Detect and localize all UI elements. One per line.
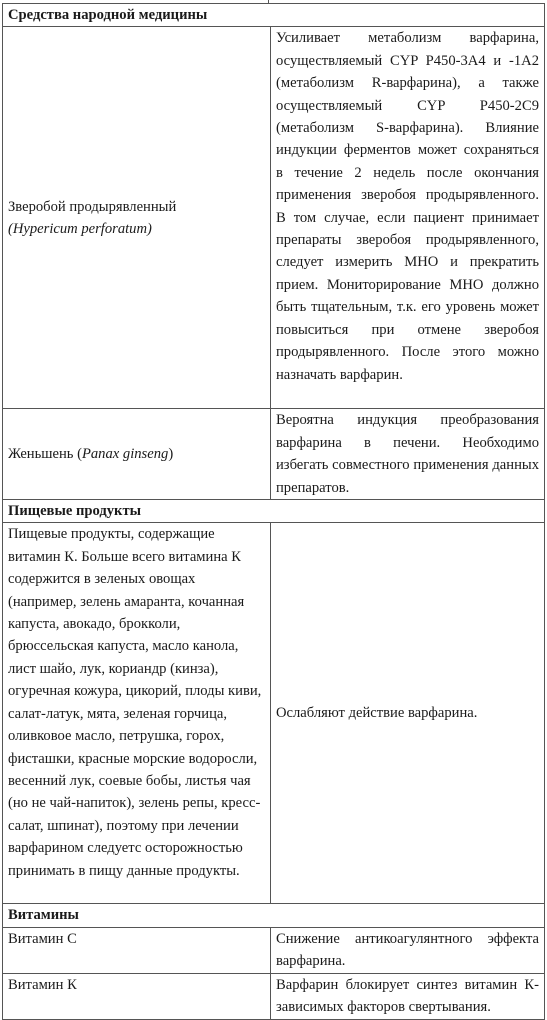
effect-cell: Снижение антикоагулянтного эффекта варфарина.: [271, 927, 545, 973]
table-row: [3, 409, 545, 500]
substance-cell: Витамин К: [3, 973, 271, 1019]
table-row: [3, 973, 545, 1019]
section-header: Пищевые продукты: [3, 500, 545, 523]
table-row: [3, 523, 545, 904]
effect-cell: Варфарин блокирует синтез витамин К-зависимых факторов свертывания.: [271, 973, 545, 1019]
section-row-food: [3, 500, 545, 523]
substance-name: Зверобой продырявленный: [8, 198, 177, 215]
substance-name: Женьшень (: [8, 446, 82, 463]
substance-latin-name: (Hypericum perforatum): [8, 220, 152, 237]
substance-cell: Витамин С: [3, 927, 271, 973]
table-row: [3, 27, 545, 409]
section-header: Средства народной медицины: [3, 4, 545, 27]
section-row-folk: [3, 4, 545, 27]
section-row-vitamins: [3, 904, 545, 927]
interaction-table: [2, 3, 545, 1020]
effect-cell: Усиливает метаболизм варфарина, осуществляемый CYP P450-3A4 и -1A2 (метаболизм R-варфарина), а также осуществляемый CYP P450-2C9 (метаболизм S-варфарина). Влияние индукции ферментов может сохраняться в течение 2 недель после окончания применения зверобоя продырявленного. В том случае, если пациент принимает препараты зверобоя продырявленного, следует измерить МНО и прекратить прием. Мониторирование МНО должно быть тщательным, т.к. его уровень может повыситься при отмене зверобоя продырявленного. После этого можно назначать варфарин.: [271, 27, 545, 409]
section-header: Витамины: [3, 904, 545, 927]
substance-latin-name: Panax ginseng: [81, 446, 169, 463]
effect-cell: Вероятна индукция преобразования варфарина в печени. Необходимо избегать совместного применения данных препаратов.: [271, 409, 545, 500]
substance-cell: Пищевые продукты, содержащие витамин К. Больше всего витамина К содержится в зеленых овощах (например, зелень амаранта, кочанная капуста, авокадо, брокколи, брюссельская капуста, масло канола, лист шайо, лук, кориандр (кинза), огуречная кожура, цикорий, плоды киви, салат-латук, мята, зеленая горчица, оливковое масло, петрушка, горох, фисташки, красные морские водоросли, весенний лук, соевые бобы, листья чая (но не чай-напиток), зелень репы, кресс-салат, шпинат), поэтому при лечении варфарином следуетс осторожностью принимать в пищу данные продукты.: [3, 523, 271, 904]
substance-name-suffix: ): [168, 446, 174, 463]
effect-cell: Ослабляют действие варфарина.: [271, 523, 545, 904]
substance-cell: [3, 27, 271, 409]
table-row: [3, 927, 545, 973]
substance-cell: [3, 409, 271, 500]
